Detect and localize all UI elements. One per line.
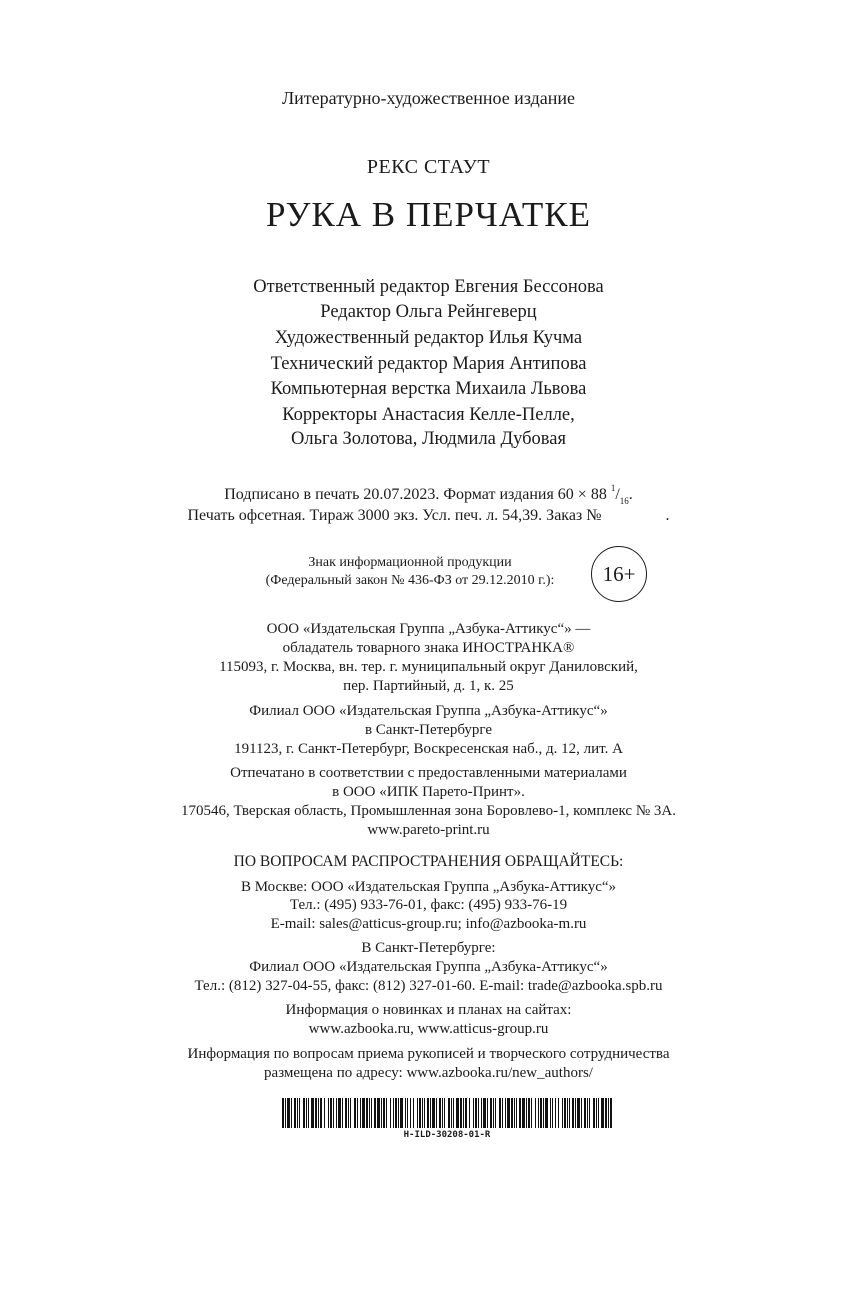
print-format-text: Подписано в печать 20.07.2023. Формат издания 60 × 88 [224, 486, 607, 503]
manuscripts-info-line: размещена по адресу: www.azbooka.ru/new_authors/ [264, 1065, 593, 1081]
moscow-contact-line: E-mail: sales@atticus-group.ru; info@azbooka-m.ru [270, 916, 587, 932]
credit-line: Технический редактор Мария Антипова [270, 354, 587, 374]
barcode-icon [282, 1098, 612, 1128]
barcode-code: H-ILD-30208-01-R [403, 1130, 491, 1140]
printer-line: Отпечатано в соответствии с предоставленными материалами [230, 765, 627, 781]
publisher-line: обладатель товарного знака ИНОСТРАНКА® [282, 640, 575, 656]
credit-line: Компьютерная верстка Михаила Львова [270, 379, 587, 399]
branch-line: в Санкт-Петербурге [364, 722, 493, 738]
print-run-text: Печать офсетная. Тираж 3000 экз. Усл. печ. л. 54,39. Заказ № [187, 507, 602, 524]
book-title: РУКА В ПЕРЧАТКЕ [265, 195, 591, 234]
manuscripts-info-line: Информация по вопросам приема рукописей и творческого сотрудничества [187, 1046, 670, 1062]
printer-line: www.pareto-print.ru [367, 822, 490, 838]
branch-line: 191123, г. Санкт-Петербург, Воскресенская наб., д. 12, лит. А [234, 741, 623, 757]
age-rating-text [250, 554, 570, 590]
genre-label: Литературно-художественное издание [281, 88, 576, 108]
fraction-denominator: 16 [619, 496, 629, 506]
credit-line: Ольга Золотова, Людмила Дубовая [290, 429, 567, 449]
print-info-line-1: Подписано в печать 20.07.2023. Формат издания 60 × 88 $^1$/16. [224, 483, 633, 506]
distribution-heading: ПО ВОПРОСАМ РАСПРОСТРАНЕНИЯ ОБРАЩАЙТЕСЬ: [233, 853, 624, 870]
fraction-numerator: 1 [610, 483, 616, 493]
spb-contact-line: В Санкт-Петербурге: [361, 940, 496, 956]
print-info-line-2: Печать офсетная. Тираж 3000 экз. Усл. печ. л. 54,39. Заказ № . [187, 507, 670, 524]
publisher-line: пер. Партийный, д. 1, к. 25 [343, 678, 514, 694]
age-rating-law: (Федеральный закон № 436-ФЗ от 29.12.2010 г.): [265, 573, 555, 588]
age-rating-label: Знак информационной продукции [308, 555, 512, 570]
printer-line: в ООО «ИПК Парето-Принт». [332, 784, 525, 800]
credit-line: Корректоры Анастасия Келле-Пелле, [282, 405, 575, 425]
spb-contact-line: Тел.: (812) 327-04-55, факс: (812) 327-01-60. E-mail: trade@azbooka.spb.ru [194, 978, 663, 994]
branch-line: Филиал ООО «Издательская Группа „Азбука-Аттикус“» [249, 703, 608, 719]
news-info-line: Информация о новинках и планах на сайтах: [285, 1002, 572, 1018]
moscow-contact-line: В Москве: ООО «Издательская Группа „Азбука-Аттикус“» [240, 879, 617, 895]
credit-line: Художественный редактор Илья Кучма [274, 328, 583, 348]
publisher-line: 115093, г. Москва, вн. тер. г. муниципальный округ Даниловский, [219, 659, 638, 675]
age-rating-block [250, 546, 650, 602]
publisher-line: ООО «Издательская Группа „Азбука-Аттикус“» — [266, 621, 591, 637]
credit-line: Ответственный редактор Евгения Бессонова [253, 277, 604, 297]
author-name: РЕКС СТАУТ [366, 156, 491, 178]
spb-contact-line: Филиал ООО «Издательская Группа „Азбука-Аттикус“» [249, 959, 608, 975]
printer-line: 170546, Тверская область, Промышленная зона Боровлево-1, комплекс № 3А. [181, 803, 676, 819]
credit-line: Редактор Ольга Рейнгеверц [320, 302, 537, 322]
moscow-contact-line: Тел.: (495) 933-76-01, факс: (495) 933-76-19 [289, 897, 568, 913]
age-rating-badge: 16+ [591, 546, 647, 602]
news-info-line: www.azbooka.ru, www.atticus-group.ru [308, 1021, 549, 1037]
